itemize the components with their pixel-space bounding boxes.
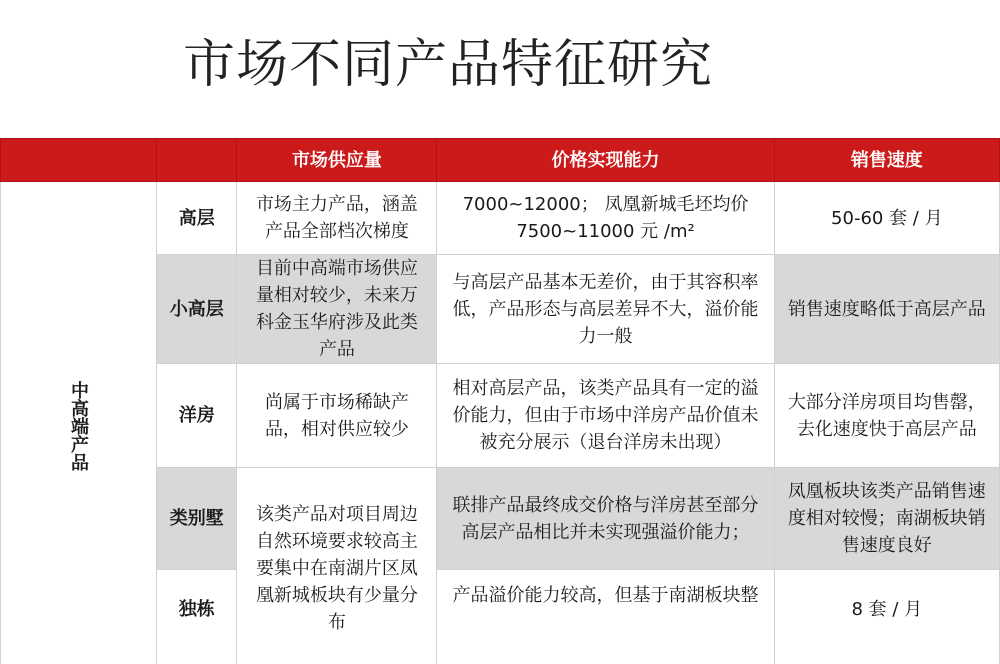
table-header-row <box>1 139 1000 182</box>
table-row <box>1 182 1000 255</box>
cell-speed: 8 套 / 月 <box>774 570 999 664</box>
row-label: 小高层 <box>157 255 237 364</box>
cell-speed: 50-60 套 / 月 <box>774 182 999 255</box>
page-title: 市场不同产品特征研究 <box>183 22 713 97</box>
category-label: 中高端产品 <box>1 182 157 664</box>
row-label: 高层 <box>157 182 237 255</box>
header-blank-1 <box>1 139 157 182</box>
cell-supply: 尚属于市场稀缺产品，相对供应较少 <box>237 364 437 468</box>
header-blank-2 <box>157 139 237 182</box>
cell-speed: 销售速度略低于高层产品 <box>774 255 999 364</box>
cell-speed: 凤凰板块该类产品销售速度相对较慢；南湖板块销售速度良好 <box>774 468 999 570</box>
cell-supply: 市场主力产品，涵盖产品全部档次梯度 <box>237 182 437 255</box>
header-speed: 销售速度 <box>774 139 999 182</box>
cell-price: 相对高层产品，该类产品具有一定的溢价能力，但由于市场中洋房产品价值未被充分展示（退台洋房未出现） <box>437 364 774 468</box>
cell-price: 联排产品最终成交价格与洋房甚至部分高层产品相比并未实现强溢价能力； <box>437 468 774 570</box>
cell-price: 7000~12000； 凤凰新城毛坯均价7500~11000 元 /m² <box>437 182 774 255</box>
row-label: 洋房 <box>157 364 237 468</box>
row-label: 类别墅 <box>157 468 237 570</box>
row-label: 独栋 <box>157 570 237 664</box>
header-price: 价格实现能力 <box>437 139 774 182</box>
cell-supply: 目前中高端市场供应量相对较少，未来万科金玉华府涉及此类产品 <box>237 255 437 364</box>
cell-price: 产品溢价能力较高，但基于南湖板块整 <box>437 570 774 664</box>
cell-price: 与高层产品基本无差价，由于其容积率低，产品形态与高层差异不大，溢价能力一般 <box>437 255 774 364</box>
product-feature-table <box>0 138 1000 664</box>
header-supply: 市场供应量 <box>237 139 437 182</box>
cell-supply: 该类产品对项目周边自然环境要求较高主要集中在南湖片区凤凰新城板块有少量分布 <box>237 468 437 664</box>
cell-speed: 大部分洋房项目均售罄，去化速度快于高层产品 <box>774 364 999 468</box>
